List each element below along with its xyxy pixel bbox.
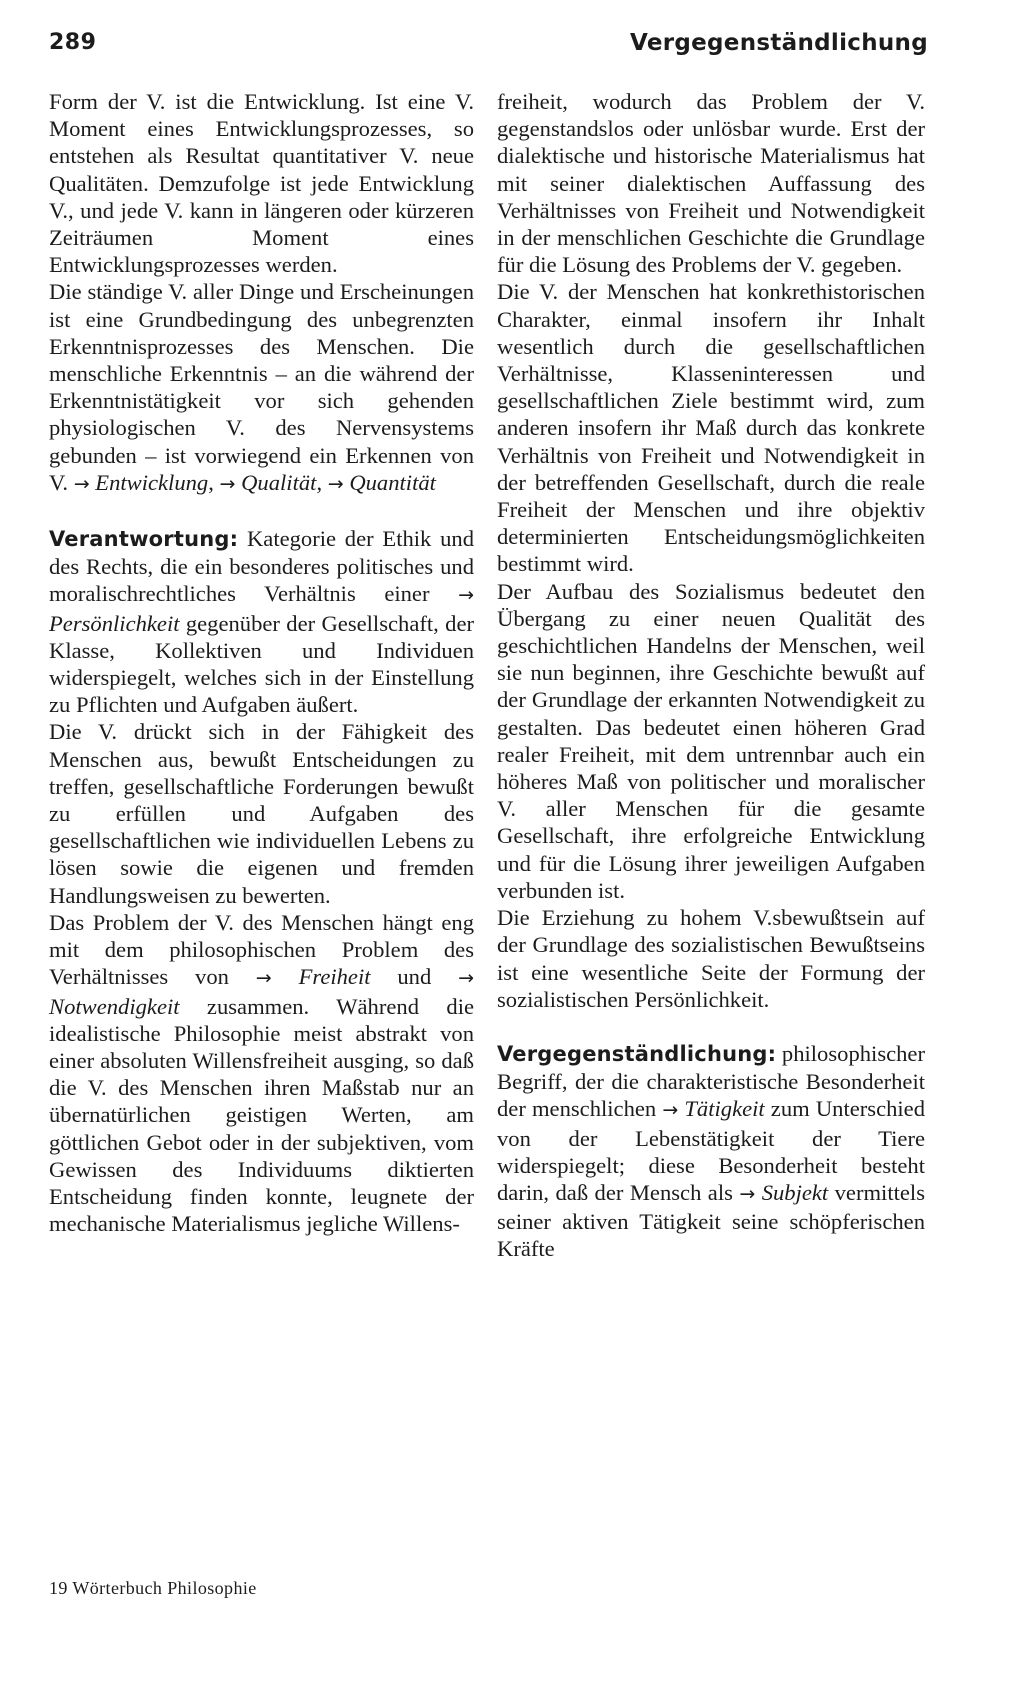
cross-reference: Subjekt xyxy=(761,1179,829,1205)
paragraph: Die V. drückt sich in der Fähigkeit des Menschen aus, bewußt Entscheidungen zu treffen, gesellschaftliche Forderungen bewußt zu erfüllen und Aufgaben des gesellschaftlichen wie individuellen Lebens zu lösen sowie die eigenen und fremden Handlungsweisen zu bewerten. xyxy=(49,719,474,908)
left-column xyxy=(49,88,474,1237)
paragraph-text: zusammen. Während die idealistische Philosophie meist abstrakt von einer absoluten Willensfreiheit ausging, so daß die V. des Menschen ihren Maßstab nur an übernatürlichen geistigen Werten, am göttlichen Gebot oder in der subjektiven, vom Gewissen des Individuums diktierten Entscheidung finden konnte, leugnete der mechanische Materialismus jegliche Willens- xyxy=(49,993,474,1237)
arrow-icon: → xyxy=(327,472,344,495)
footer-signature: 19 Wörterbuch Philosophie xyxy=(49,1578,257,1598)
cross-reference: Notwendigkeit xyxy=(49,993,180,1019)
cross-reference: Tätigkeit xyxy=(684,1096,765,1122)
arrow-icon: → xyxy=(219,472,236,495)
paragraph: Form der V. ist die Entwicklung. Ist eine V. Moment eines Entwicklungsprozesses, so entstehen als Resultat quantitativer V. neue Qualitäten. Demzufolge ist jede Entwicklung V., und jede V. kann in längeren oder kürzeren Zeiträumen Moment eines Entwicklungsprozesses werden. xyxy=(49,89,474,278)
running-head: Vergegenständlichung xyxy=(629,30,928,56)
arrow-icon: → xyxy=(73,472,90,495)
cross-reference: Persönlichkeit xyxy=(49,610,180,636)
paragraph-text: Das Problem der V. des Menschen hängt eng mit dem philosophischen Problem des Verhältnisses von xyxy=(49,909,474,990)
entry-text: philosophischer Begriff, der die charakteristische Besonderheit der menschlichen xyxy=(497,1040,925,1122)
paragraph: Die V. der Menschen hat konkrethistorischen Charakter, einmal insofern ihr Inhalt wesentlich durch die gesellschaftlichen Verhältnisse, Klasseninteressen und gesellschaftlichen Ziele bestimmt wird, zum anderen insofern ihr Maß durch das konkrete Verhältnis von Freiheit und Notwendigkeit in der betreffenden Gesellschaft, durch die reale Freiheit der Menschen und ihre objektiv determinierten Entscheidungsmöglichkeiten bestimmt wird. xyxy=(497,279,925,577)
page-number: 289 xyxy=(49,30,97,55)
entry-text: zum Unterschied von der Lebenstätigkeit der Tiere widerspiegelt; diese Besonderheit besteht darin, daß der Mensch als xyxy=(497,1096,925,1205)
cross-reference: Entwicklung xyxy=(95,469,209,495)
paragraph xyxy=(49,909,474,1237)
cross-reference: Freiheit xyxy=(298,964,371,990)
paragraph: freiheit, wodurch das Problem der V. gegenstandslos oder unlösbar wurde. Erst der dialektische und historische Materialismus hat mit seiner dialektischen Auffassung des Verhältnisses von Freiheit und Notwendigkeit in der menschlichen Geschichte die Grundlage für die Lösung des Problems der V. gegeben. xyxy=(497,89,925,278)
paragraph: Die ständige V. aller Dinge und Erscheinungen ist eine Grundbedingung des unbegrenzten Erkenntnisprozesses des Menschen. Die menschliche Erkenntnis – an die während der Erkenntnistätigkeit vor sich gehenden physiologischen V. des Nervensystems gebunden – ist vorwiegend ein Erkennen von V. → Entwicklung, → Qualität, → Quantität xyxy=(49,279,474,495)
headword: Vergegenständlichung: xyxy=(497,1041,777,1066)
paragraph-text: und xyxy=(370,964,459,990)
dictionary-entry xyxy=(497,1040,925,1263)
arrow-icon: → xyxy=(662,1099,679,1122)
right-column xyxy=(497,88,925,1263)
paragraph: Der Aufbau des Sozialismus bedeutet den Übergang zu einer neuen Qualität des geschichtlichen Handelns der Menschen, weil sie nun beginnen, ihre Geschichte bewußt auf der Grundlage der erkannten Notwendigkeit zu gestalten. Das bedeutet einen höheren Grad realer Freiheit, mit dem untrennbar auch ein höheres Maß von politischer und moralischer V. aller Menschen für die gesamte Gesellschaft, ihre erfolgreiche Entwicklung und für die Lösung ihrer jeweiligen Aufgaben verbunden ist. xyxy=(497,578,925,903)
headword: Verantwortung: xyxy=(49,527,239,552)
arrow-icon: → xyxy=(458,584,474,607)
cross-reference: Qualität xyxy=(241,469,317,495)
arrow-icon: → xyxy=(255,967,272,990)
entry-text: Kategorie der Ethik und des Rechts, die ein besonderes politisches und moralischrechtliches Verhältnis einer xyxy=(49,526,474,607)
arrow-icon: → xyxy=(458,967,474,990)
dictionary-entry xyxy=(49,525,474,718)
entry-text: gegenüber der Gesellschaft, der Klasse, Kollektiven und Individuen widerspiegelt, welches sich in der Einstellung zu Pflichten und Aufgaben äußert. xyxy=(49,610,474,718)
arrow-icon: → xyxy=(739,1182,756,1205)
cross-reference: Quantität xyxy=(349,469,436,495)
paragraph-text: Die ständige V. aller Dinge und Erscheinungen ist eine Grundbedingung des unbegrenzten Erkenntnisprozesses des Menschen. Die menschliche Erkenntnis – an die während der Erkenntnistätigkeit vor sich gehenden physiologischen V. des Nervensystems gebunden – ist vorwiegend ein Erkennen von V. xyxy=(49,279,474,495)
entry-text: vermittels seiner aktiven Tätigkeit seine schöpferischen Kräfte xyxy=(497,1179,925,1262)
paragraph: Die Erziehung zu hohem V.sbewußtsein auf der Grundlage des sozialistischen Bewußtseins ist eine wesentliche Seite der Formung der sozialistischen Persönlichkeit. xyxy=(497,905,925,1012)
